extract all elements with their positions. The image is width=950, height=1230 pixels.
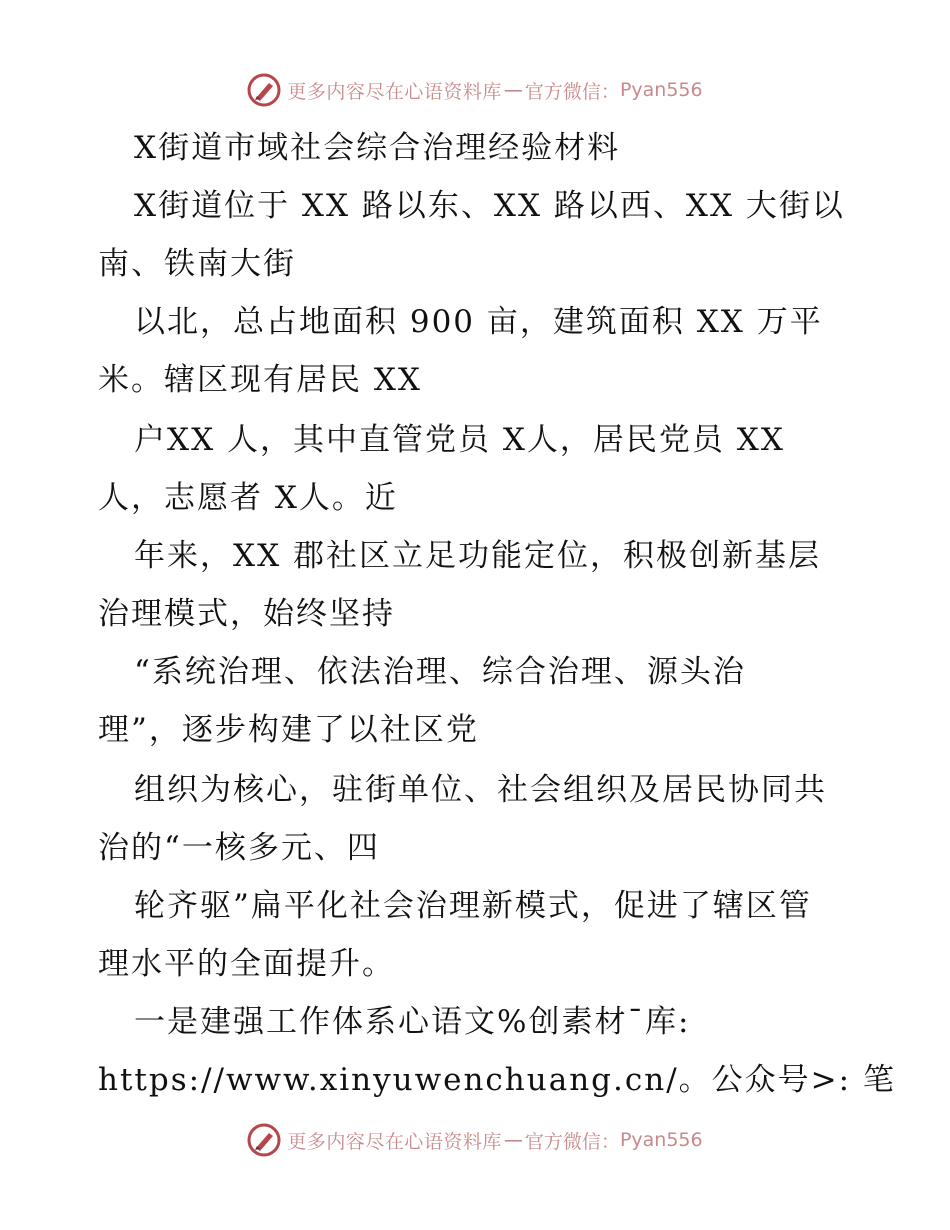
banner-slogan: 更多内容尽在心语资料库 bbox=[287, 80, 502, 103]
banner-wechat-id: Pyan556 bbox=[619, 1129, 703, 1151]
banner-slogan: 更多内容尽在心语资料库 bbox=[287, 1130, 502, 1153]
pen-logo-icon bbox=[247, 1123, 281, 1157]
header-watermark-banner bbox=[0, 70, 950, 110]
paragraph-line: 治理模式，始终坚持 bbox=[98, 596, 395, 632]
paragraph-line: 一是建强工作体系心语文%创素材¯库: bbox=[134, 1004, 691, 1040]
paragraph-line: 以北，总占地面积 900 亩，建筑面积 XX 万平 bbox=[134, 304, 823, 340]
document-title: X街道市域社会综合治理经验材料 bbox=[134, 130, 621, 166]
paragraph-line: 理水平的全面提升。 bbox=[98, 946, 395, 982]
paragraph-line: 户XX 人，其中直管党员 X人，居民党员 XX bbox=[134, 422, 785, 458]
paragraph-line: 南、铁南大街 bbox=[98, 246, 296, 282]
paragraph-line: 轮齐驱”扁平化社会治理新模式，促进了辖区管 bbox=[134, 888, 812, 924]
footer-watermark-banner bbox=[0, 1120, 950, 1160]
banner-separator: — bbox=[503, 1129, 523, 1151]
banner-separator: — bbox=[503, 79, 523, 101]
url-line: https://www.xinyuwenchuang.cn/。公众号>: 笔 bbox=[98, 1062, 896, 1098]
banner-wechat-label: 官方微信： bbox=[524, 80, 620, 103]
paragraph-line: 人，志愿者 X人。近 bbox=[98, 480, 398, 516]
paragraph-line: 理”，逐步构建了以社区党 bbox=[98, 712, 479, 748]
paragraph-line: 治的“一核多元、四 bbox=[98, 830, 380, 866]
paragraph-line: X街道位于 XX 路以东、XX 路以西、XX 大街以 bbox=[134, 188, 845, 224]
paragraph-line: 年来，XX 郡社区立足功能定位，积极创新基层 bbox=[134, 538, 821, 574]
paragraph-line: 组织为核心，驻街单位、社会组织及居民协同共 bbox=[134, 772, 827, 808]
paragraph-line: 米。辖区现有居民 XX bbox=[98, 362, 422, 398]
paragraph-line: “系统治理、依法治理、综合治理、源头治 bbox=[134, 654, 746, 690]
banner-wechat-id: Pyan556 bbox=[619, 79, 703, 101]
pen-logo-icon bbox=[247, 73, 281, 107]
banner-wechat-label: 官方微信： bbox=[524, 1130, 620, 1153]
